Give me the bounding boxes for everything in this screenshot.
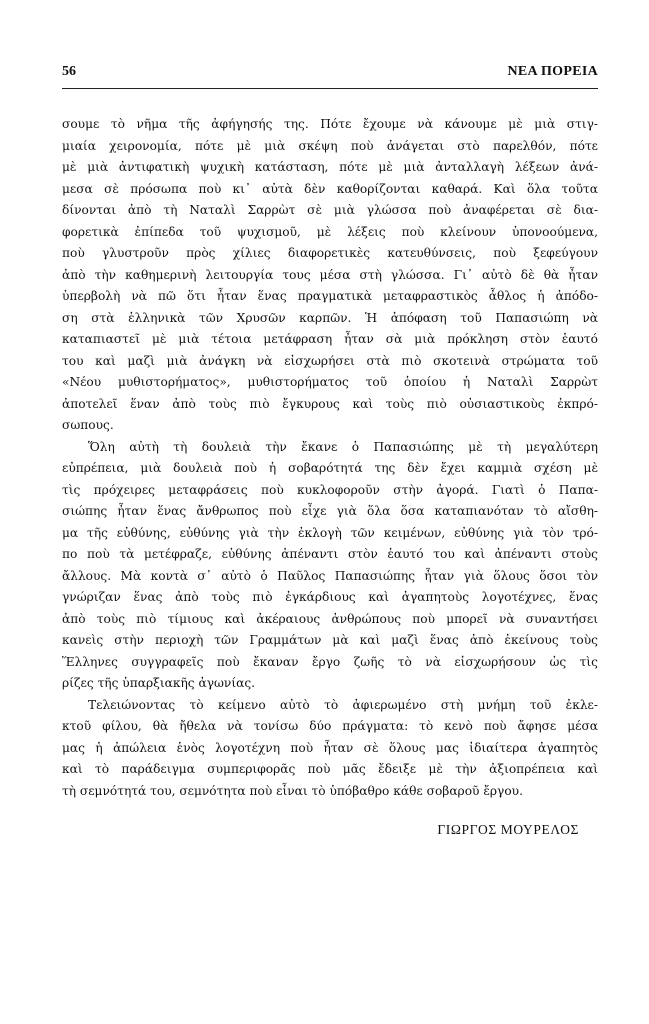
text-line: τὶς πρόχειρες μεταφράσεις ποὺ κυκλοφοροῦν στὴν ἀγορά. Γιατὶ ὁ Παπα- — [62, 482, 598, 497]
text-line: φορετικὰ ἐπίπεδα τοῦ ψυχισμοῦ, μὲ λέξεις ποὺ κλείνουν ὑπονοούμενα, — [62, 224, 598, 239]
running-head: ΝΕΑ ΠΟΡΕΙΑ — [507, 64, 598, 79]
text-line: τὴ σεμνότητά του, σεμνότητα ποὺ εἶναι τὸ ὑπόβαθρο κάθε σοβαροῦ ἔργου. — [62, 783, 523, 798]
article-body — [62, 114, 598, 802]
text-line: ποὺ γλυστροῦν πρὸς χίλιες διαφορετικὲς κατευθύνσεις, ποὺ ξεφεύγουν — [62, 246, 598, 260]
text-line: του καὶ μαζὶ μιὰ ἀνάγκη νὰ εἰσχωρήσει στὰ πιὸ σκοτεινὰ στρώματα τοῦ — [62, 353, 598, 368]
text-line: σιώπης ἦταν ἕνας ἄνθρωπος ποὺ εἶχε γιὰ ὅλα ὅσα καταπιανόταν τὸ αἴσθη- — [62, 504, 598, 518]
text-line: σουμε τὸ νῆμα τῆς ἀφήγησής της. Πότε ἔχουμε νὰ κάνουμε μὲ μιὰ στιγ- — [62, 117, 598, 131]
text-line: μιαία χειρονομία, πότε μὲ μιὰ σκέψη ποὺ ἀνάγεται στὸ παρελθόν, πότε — [62, 138, 598, 153]
text-line: ἀπὸ τοὺς πιὸ τίμιους καὶ ἀκέραιους ἀνθρώπους ποὺ μπορεῖ νὰ συναντήσει — [62, 611, 598, 626]
text-line: ἄλλους. Μὰ κοντὰ σ᾿ αὐτὸ ὁ Παῦλος Παπασιώπης ἦταν γιὰ ὅλους ὅσοι τὸν — [62, 568, 598, 583]
text-line: γνώριζαν ἕνας ἀπὸ τοὺς πιὸ ἐγκάρδιους καὶ ἀγαπητοὺς λογοτέχνες, ἕνας — [62, 590, 598, 604]
text-line: πο ποὺ τὰ μετέφραζε, εὐθύνης ἀπέναντι στὸν ἑαυτό του καὶ ἀπέναντι στοὺς — [62, 547, 598, 561]
paragraph — [62, 114, 598, 437]
text-line: σωπους. — [62, 418, 114, 432]
text-line: ἀποτελεῖ ἕναν ἀπὸ τοὺς πιὸ ἔγκυρους καὶ τοὺς πιὸ οὐσιαστικοὺς ἐκπρό- — [62, 396, 598, 411]
text-line: Τελειώνοντας τὸ κείμενο αὐτὸ τὸ ἀφιερωμένο στὴ μνήμη τοῦ ἐκλε- — [88, 697, 598, 712]
text-line: εὐπρέπεια, μιὰ δουλειὰ ποὺ ἡ σοβαρότητά της δὲν ἔχει καμμιὰ σχέση μὲ — [62, 461, 598, 475]
page-header — [62, 64, 598, 86]
text-line: καταπιαστεῖ μὲ μιὰ τέτοια μετάφραση ἦταν σὰ μιὰ πρόκληση στὸν ἑαυτό — [62, 332, 598, 346]
paragraph — [62, 437, 598, 695]
text-line: κανεὶς στὴν περιοχὴ τῶν Γραμμάτων μὰ καὶ μαζὶ ἕνας ἀπὸ ἐκείνους τοὺς — [62, 633, 598, 647]
text-line: μὲ μιὰ ἀντιφατικὴ ψυχικὴ κατάσταση, πότε μὲ μιὰ ἀνταλλαγὴ λέξεων ἀνά- — [62, 160, 598, 174]
text-line: καὶ τὸ παράδειγμα συμπεριφορᾶς ποὺ μᾶς ἔδειξε μὲ τὴν ἀξιοπρέπεια καὶ — [62, 762, 598, 776]
paragraph — [62, 695, 598, 803]
text-line: ση στὰ ἑλληνικὰ τῶν Χρυσῶν καρπῶν. Ἡ ἀπόφαση τοῦ Παπασιώπη νὰ — [62, 310, 598, 325]
author-signature: ΓΙΩΡΓΟΣ ΜΟΥΡΕΛΟΣ — [437, 822, 579, 837]
text-line: μα τῆς εὐθύνης, εὐθύνης γιὰ τὴν ἐκλογὴ τῶν κειμένων, εὐθύνης γιὰ τὸν τρό- — [62, 525, 598, 540]
text-line: ρίζες τῆς ὑπαρξιακῆς ἀγωνίας. — [62, 676, 256, 690]
text-line: ἀπὸ τὴν καθημερινὴ λειτουργία τους μέσα στὴ γλώσσα. Γι᾿ αὐτὸ δὲ θὰ ἦταν — [62, 267, 598, 282]
text-line: Ὅλη αὐτὴ τὴ δουλειὰ τὴν ἔκανε ὁ Παπασιώπης μὲ τὴ μεγαλύτερη — [88, 439, 598, 454]
text-line: μεσα σὲ πρόσωπα ποὺ κι᾿ αὐτὰ δὲν καθορίζονται καθαρά. Καὶ ὅλα τοῦτα — [62, 181, 598, 196]
page-number: 56 — [62, 64, 76, 79]
text-line: Ἕλληνες συγγραφεῖς ποὺ ἔκαναν ἔργο ζωῆς τὸ νὰ εἰσχωρήσουν ὡς τὶς — [62, 654, 598, 669]
text-line: δίνονται ἀπὸ τὴ Ναταλὶ Σαρρὼτ σὲ μιὰ γλώσσα ποὺ ἀναφέρεται σὲ δια- — [62, 203, 598, 217]
text-line: «Νέου μυθιστορήματος», μυθιστορήματος τοῦ ὁποίου ἡ Ναταλὶ Σαρρὼτ — [62, 375, 598, 389]
text-line: κτοῦ φίλου, θὰ ἤθελα νὰ τονίσω δύο πράγματα: τὸ κενὸ ποὺ ἄφησε μέσα — [62, 719, 598, 733]
text-line: μας ἡ ἀπώλεια ἑνὸς λογοτέχνη ποὺ ἦταν σὲ ὅλους μας ἰδιαίτερα ἀγαπητὸς — [62, 740, 598, 755]
header-rule — [62, 88, 598, 89]
text-line: ὑπερβολὴ νὰ πῶ ὅτι ἦταν ἕνας πραγματικὰ μεταφραστικὸς ἆθλος ἡ ἀπόδο- — [62, 289, 598, 303]
